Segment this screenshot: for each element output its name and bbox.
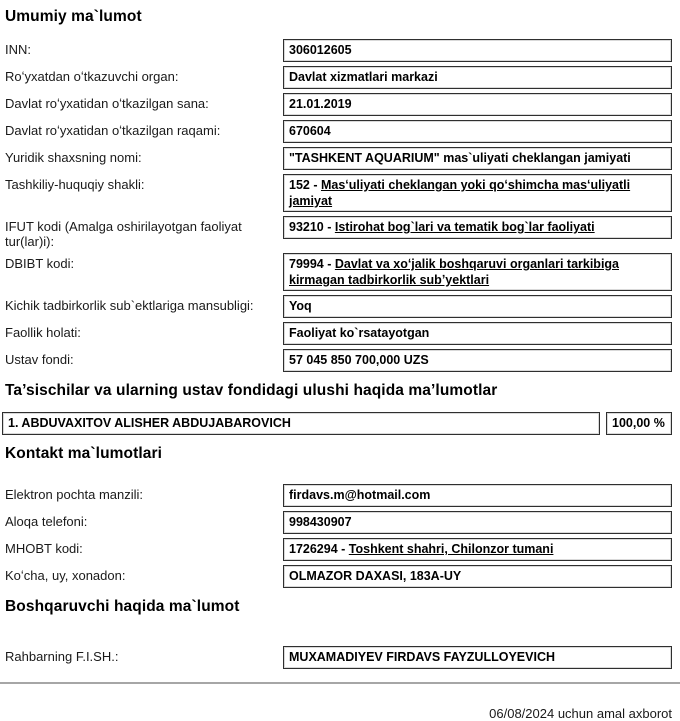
- address-value-box: [283, 565, 672, 588]
- dbibt-code-label: DBIBT kodi:: [5, 256, 75, 271]
- registration-number-value-box: [283, 120, 672, 143]
- activity-status-label: Faollik holati:: [5, 325, 81, 340]
- registration-number-value: 670604: [289, 124, 331, 138]
- dbibt-code-value-box: [283, 253, 672, 291]
- mhobt-code-value-box: [283, 538, 672, 561]
- manager-section-title: Boshqaruvchi haqida ma`lumot: [5, 598, 240, 615]
- mhobt-code-row: [0, 538, 672, 561]
- phone-row: [0, 511, 672, 534]
- address-row: [0, 565, 672, 588]
- founder-name: 1. ABDUVAXITOV ALISHER ABDUJABAROVICH: [8, 416, 291, 430]
- charter-fund-value-box: [283, 349, 672, 372]
- ifut-code-value-box: [283, 216, 672, 239]
- inn-label: INN:: [5, 42, 31, 57]
- dbibt-code-link[interactable]: Davlat va xoʻjalik boshqaruvi organlari tarkibiga kirmagan tadbirkorlik subʼyektlari: [289, 257, 619, 287]
- activity-status-value-box: [283, 322, 672, 345]
- legal-form-label: Tashkiliy-huquqiy shakli:: [5, 177, 145, 192]
- registering-organ-label: Roʻyxatdan oʻtkazuvchi organ:: [5, 69, 179, 84]
- registration-date-value: 21.01.2019: [289, 97, 352, 111]
- email-row: [0, 484, 672, 507]
- founder-share-box: [606, 412, 672, 435]
- ifut-code: 93210 -: [289, 220, 335, 234]
- registration-date-value-box: [283, 93, 672, 116]
- inn-value-box: [283, 39, 672, 62]
- director-name-value: MUXAMADIYEV FIRDAVS FAYZULLOYEVICH: [289, 650, 555, 664]
- founder-share: 100,00 %: [612, 416, 665, 430]
- charter-fund-row: [0, 349, 672, 372]
- registration-number-label: Davlat roʻyxatidan oʻtkazilgan raqami:: [5, 123, 221, 138]
- small-business-label: Kichik tadbirkorlik sub`ektlariga mansubligi:: [5, 298, 254, 313]
- registering-organ-value: Davlat xizmatlari markazi: [289, 70, 438, 84]
- phone-label: Aloqa telefoni:: [5, 514, 88, 529]
- director-name-row: [0, 646, 672, 669]
- ifut-code-label: IFUT kodi (Amalga oshirilayotgan faoliyat tur(lar)i):: [5, 219, 242, 249]
- footer-note: 06/08/2024 uchun amal axborot: [489, 706, 672, 721]
- charter-fund-value: 57 045 850 700,000 UZS: [289, 353, 429, 367]
- registering-organ-row: [0, 66, 672, 89]
- inn-row: [0, 39, 672, 62]
- activity-status-row: [0, 322, 672, 345]
- activity-status-value: Faoliyat ko`rsatayotgan: [289, 326, 430, 340]
- general-section-title: Umumiy ma`lumot: [5, 8, 142, 25]
- ifut-code-link[interactable]: Istirohat bog`lari va tematik bog`lar faoliyati: [334, 220, 595, 234]
- registration-number-row: [0, 120, 672, 143]
- email-value-box: [283, 484, 672, 507]
- address-value: OLMAZOR DAXASI, 183A-UY: [289, 569, 462, 583]
- ifut-code-row: [0, 216, 672, 249]
- legal-form-link[interactable]: Masʻuliyati cheklangan yoki qoʻshimcha masʻuliyatli jamiyat: [289, 178, 631, 208]
- phone-value-box: [283, 511, 672, 534]
- legal-form-value-box: [283, 174, 672, 212]
- founder-name-box: [2, 412, 600, 435]
- contact-section-title: Kontakt ma`lumotlari: [5, 445, 163, 462]
- small-business-row: [0, 295, 672, 318]
- phone-value: 998430907: [289, 515, 352, 529]
- founder-row: [2, 412, 672, 435]
- address-label: Koʻcha, uy, xonadon:: [5, 568, 126, 583]
- mhobt-code-label: MHOBT kodi:: [5, 541, 83, 556]
- email-value: firdavs.m@hotmail.com: [289, 488, 431, 502]
- charter-fund-label: Ustav fondi:: [5, 352, 74, 367]
- registering-organ-value-box: [283, 66, 672, 89]
- email-label: Elektron pochta manzili:: [5, 487, 144, 502]
- registration-date-label: Davlat roʻyxatidan oʻtkazilgan sana:: [5, 96, 209, 111]
- director-name-label: Rahbarning F.I.SH.:: [5, 649, 119, 664]
- registration-date-row: [0, 93, 672, 116]
- founders-section-title: Ta’sischilar va ularning ustav fondidagi ulushi haqida ma’lumotlar: [5, 382, 498, 399]
- small-business-value-box: [283, 295, 672, 318]
- legal-form-code: 152 -: [289, 178, 321, 192]
- inn-value: 306012605: [289, 43, 352, 57]
- legal-name-value: "TASHKENT AQUARIUM" mas`uliyati cheklangan jamiyati: [289, 151, 631, 165]
- mhobt-code-link[interactable]: Toshkent shahri, Chilonzor tumani: [348, 542, 554, 556]
- legal-form-row: [0, 174, 672, 212]
- legal-name-label: Yuridik shaxsning nomi:: [5, 150, 142, 165]
- mhobt-code: 1726294 -: [289, 542, 349, 556]
- legal-name-value-box: [283, 147, 672, 170]
- legal-name-row: [0, 147, 672, 170]
- dbibt-code-row: [0, 253, 672, 291]
- small-business-value: Yoq: [289, 299, 312, 313]
- dbibt-code: 79994 -: [289, 257, 335, 271]
- director-name-value-box: [283, 646, 672, 669]
